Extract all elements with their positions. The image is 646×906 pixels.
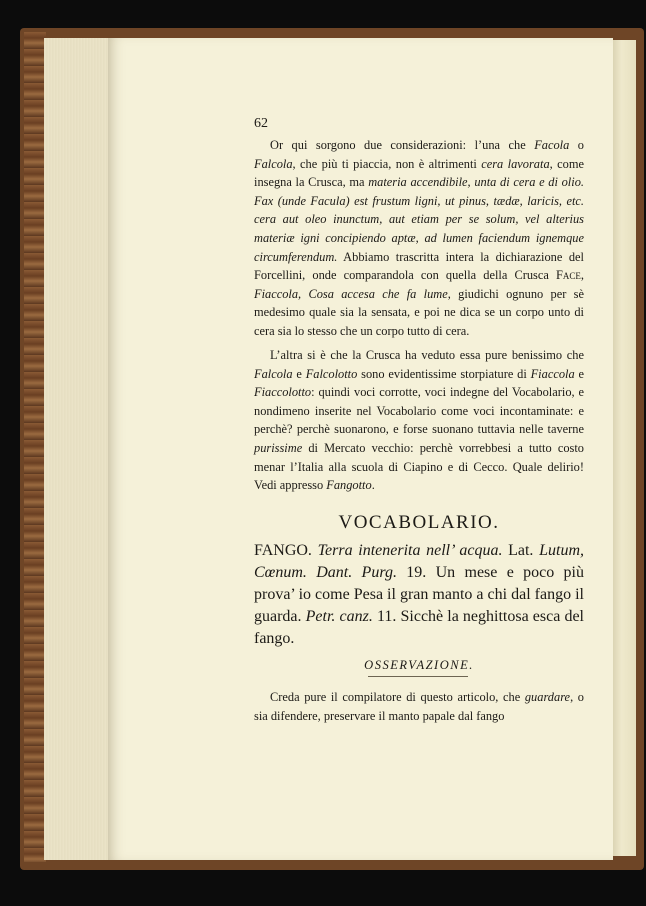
cover-edge <box>24 32 46 862</box>
page-stack-edge <box>44 38 110 860</box>
divider-rule <box>368 676 468 677</box>
dictionary-entry: FANGO. Terra intenerita nell’ acqua. Lat. Lutum, Cœnum. Dant. Purg. 19. Un mese e poco più prova’ io come Pesa il gran manto a chi dal fango il guarda. Petr. canz. 11. Sicchè la neghittosa esca del fango. <box>254 542 585 647</box>
paragraph-2: L’altra si è che la Crusca ha veduto essa pure benissimo che Falcola e Falcolotto sono evidentissime storpiature di Fiaccola e Fiaccolotto: quindi voci corrotte, voci indegne del Vocabolario, e nondimeno inserite nel Vocabolario come voci incontaminate: e perchè? perchè suonarono, e forse suonano tuttavia nelle taverne purissime di Mercato vecchio: perchè vorrebbesi a tutto costo menar l’Italia alla scuola di Ciapino e di Cecco. Quale delirio! Vedi appresso Fangotto. <box>254 348 584 493</box>
subheading: OSSERVAZIONE. <box>364 658 474 672</box>
entry-word: FANGO. <box>254 542 312 559</box>
page-number: 62 <box>254 116 268 131</box>
facing-page-edge <box>612 40 636 856</box>
section-heading: VOCABOLARIO. <box>338 512 500 533</box>
paragraph-1: Or qui sorgono due considerazioni: l’una che Facola o Falcola, che più ti piaccia, non è altrimenti cera lavorata, come insegna la Crusca, ma materia accendibile, unta di cera e di olio. Fax (unde Facula) est frustum ligni, ut pinus, tædæ, laricis, etc. cera aut oleo inunctum, aut etiam per se solum, vel alterius materiæ igni concipiendo aptæ, ad lumen faciendum ignemque circumferendum. Abbiamo trascritta intera la dichiarazione del Forcellini, onde comparandola con quella della Crusca Face, Fiaccola, Cosa accesa che fa lume, giudichi ognuno per sè medesimo quale sia la sensata, e poi ne dica se un corpo unto di cera sia lo stesso che un corpo tutto di cera. <box>254 138 585 338</box>
observation-text: Creda pure il compilatore di questo articolo, che guardare, o sia difendere, preservare il manto papale dal fango <box>254 690 584 723</box>
